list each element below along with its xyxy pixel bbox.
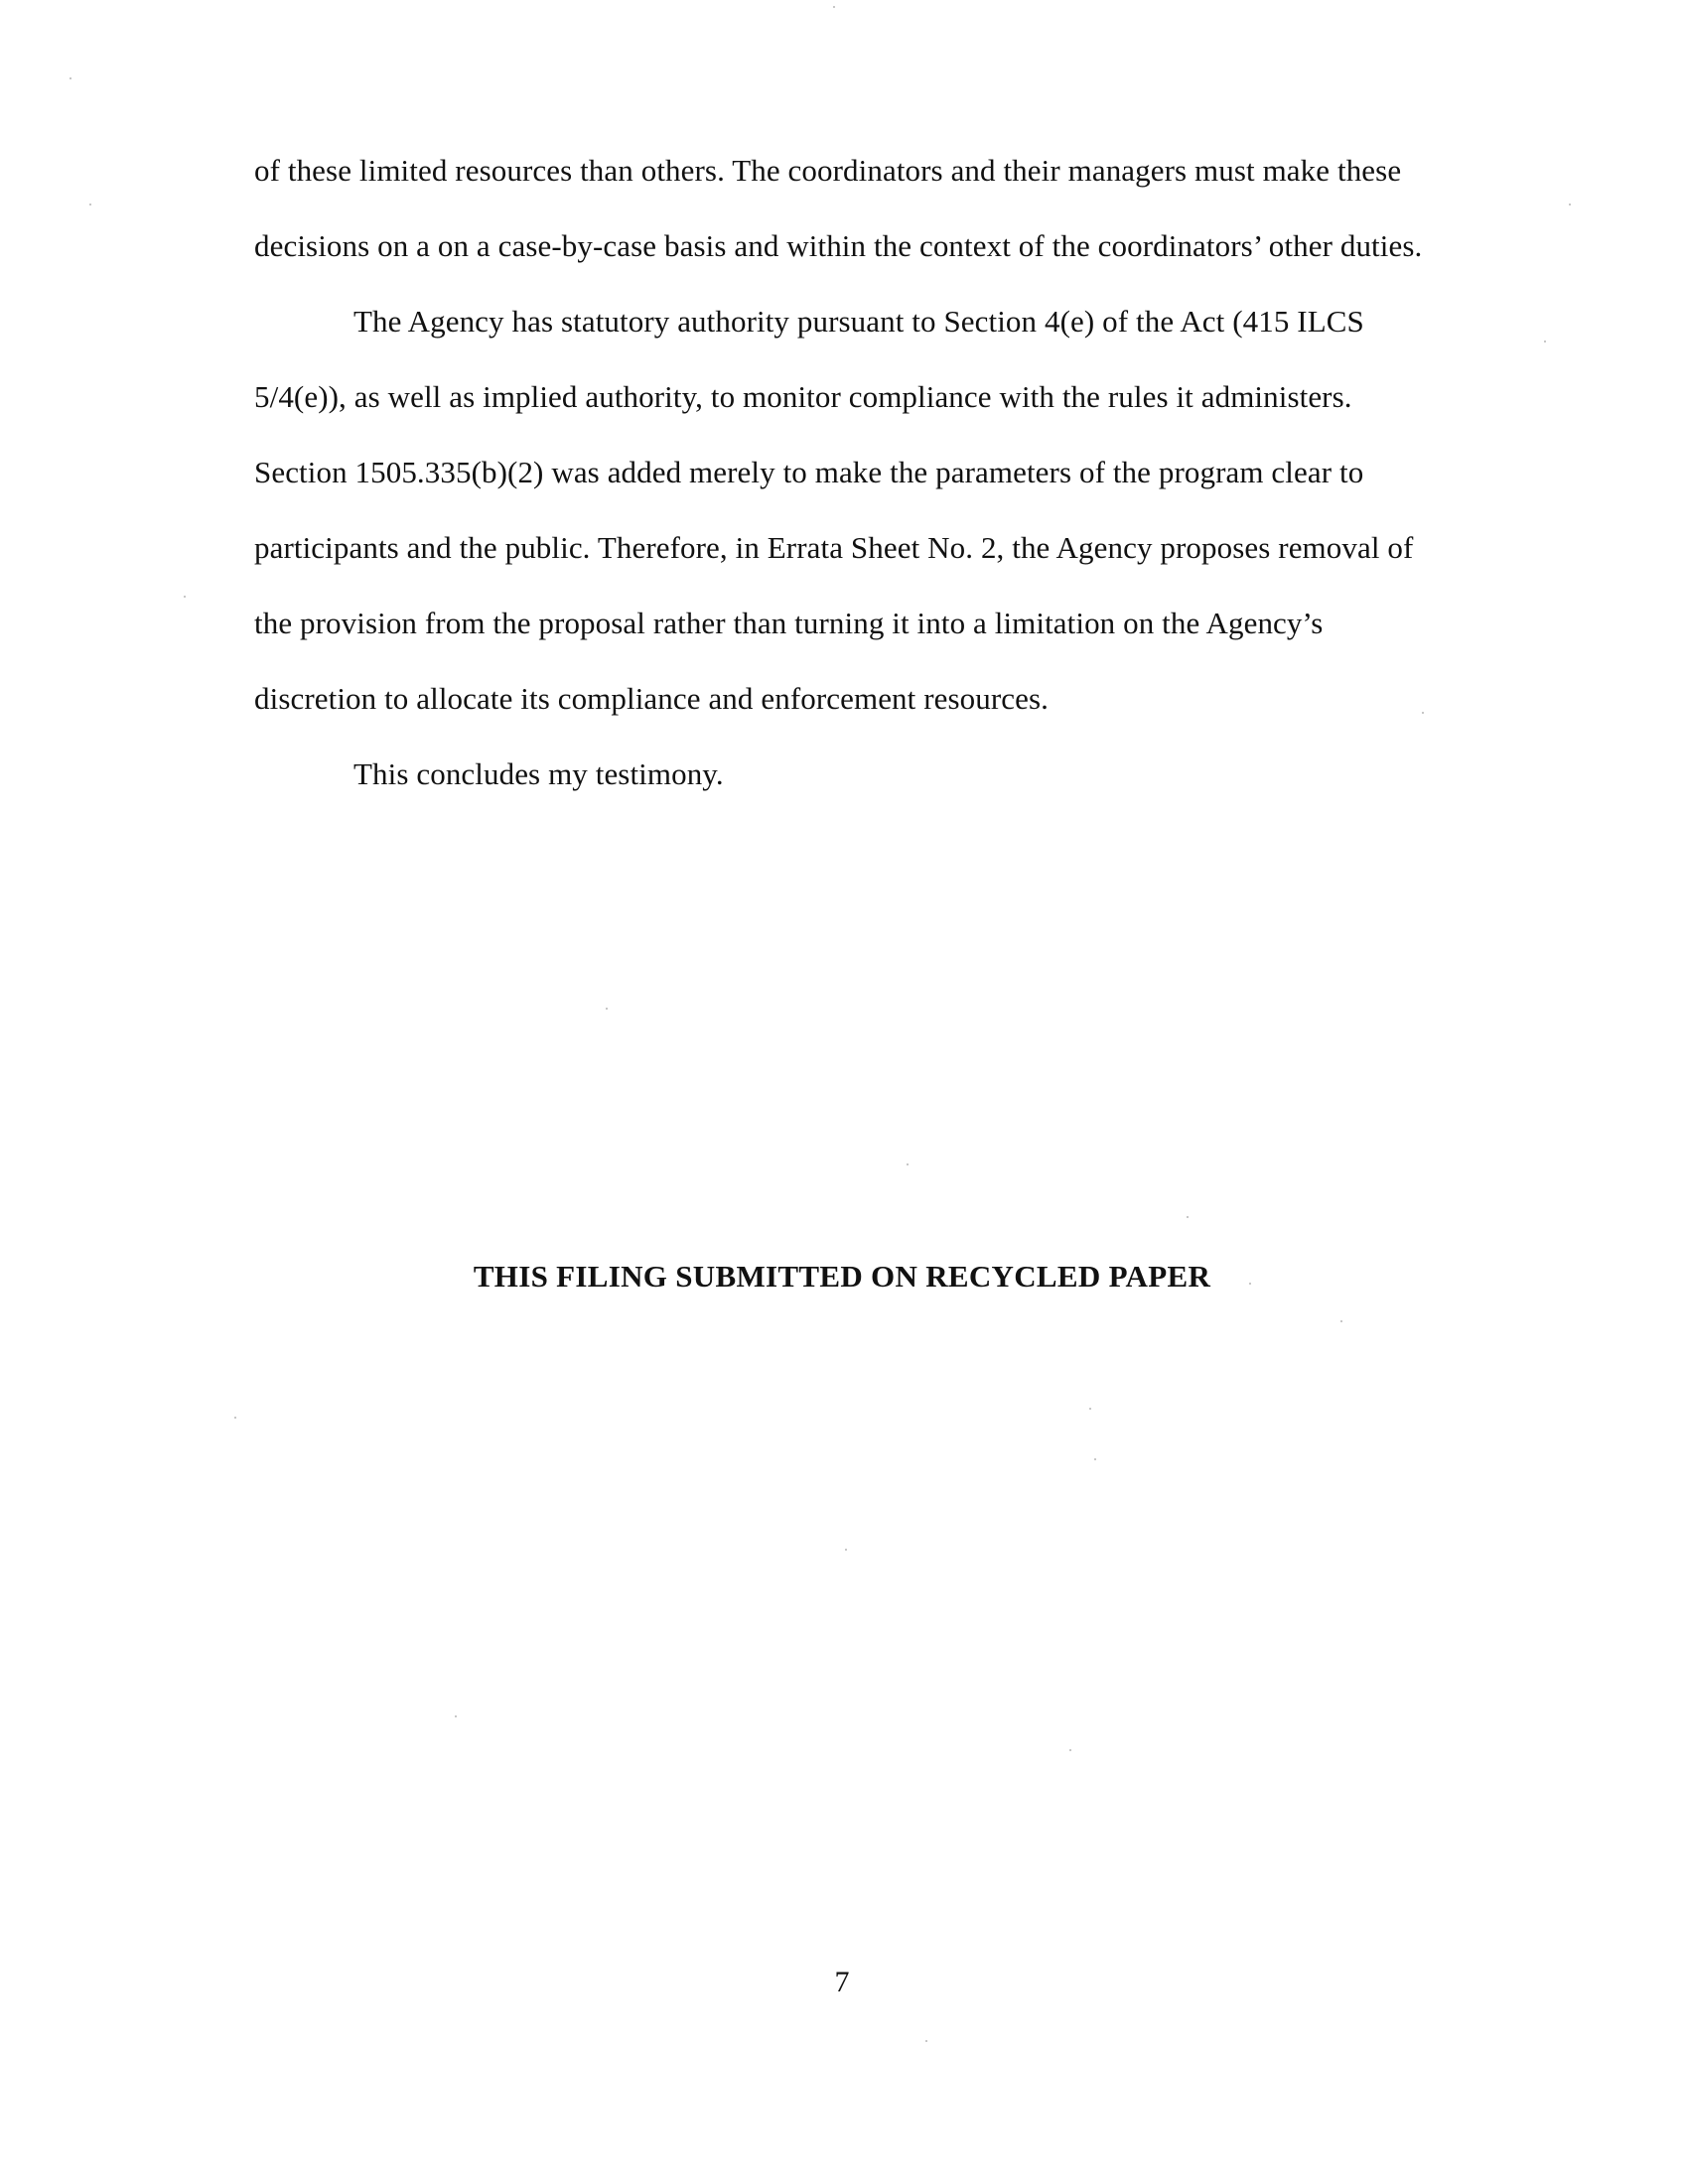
- scan-speck: [1569, 204, 1571, 205]
- paragraph-agency-authority: The Agency has statutory authority pursuant to Section 4(e) of the Act (415 ILCS 5/4(e)), as well as implied authority, to monitor compliance with the rules it administers. Section 1505.335(b)(2) was added merely to make the parameters of the program clear to participants and the public. Therefore, in Errata Sheet No. 2, the Agency proposes removal of the provision from the proposal rather than turning it into a limitation on the Agency’s discretion to allocate its compliance and enforcement resources.: [254, 304, 1414, 716]
- scan-speck: [1544, 341, 1546, 342]
- scan-speck: [70, 77, 71, 79]
- page-number: 7: [834, 1966, 850, 1998]
- scan-speck: [1340, 1320, 1342, 1322]
- scan-speck: [845, 1549, 847, 1551]
- scan-speck: [234, 1417, 236, 1419]
- scan-speck: [1089, 1408, 1091, 1410]
- scan-speck: [1249, 1283, 1251, 1285]
- scan-speck: [1069, 1749, 1071, 1751]
- scan-speck: [907, 1163, 909, 1165]
- scan-speck: [184, 596, 186, 598]
- scan-speck: [1187, 1216, 1189, 1218]
- paragraph-conclusion: This concludes my testimony.: [353, 756, 724, 791]
- scan-speck: [833, 6, 835, 8]
- scan-speck: [1094, 1458, 1096, 1460]
- scan-speck: [606, 1008, 608, 1010]
- paragraph-continuation: of these limited resources than others. The coordinators and their managers must make these decisions on a on a case-by-case basis and within the context of the coordinators’ other duties.: [254, 153, 1423, 263]
- scan-speck: [925, 2040, 927, 2042]
- recycled-paper-notice: THIS FILING SUBMITTED ON RECYCLED PAPER: [473, 1259, 1211, 1294]
- scan-speck: [89, 204, 91, 205]
- scan-speck: [455, 1715, 457, 1717]
- scan-speck: [1422, 712, 1424, 714]
- document-body: [254, 133, 1446, 812]
